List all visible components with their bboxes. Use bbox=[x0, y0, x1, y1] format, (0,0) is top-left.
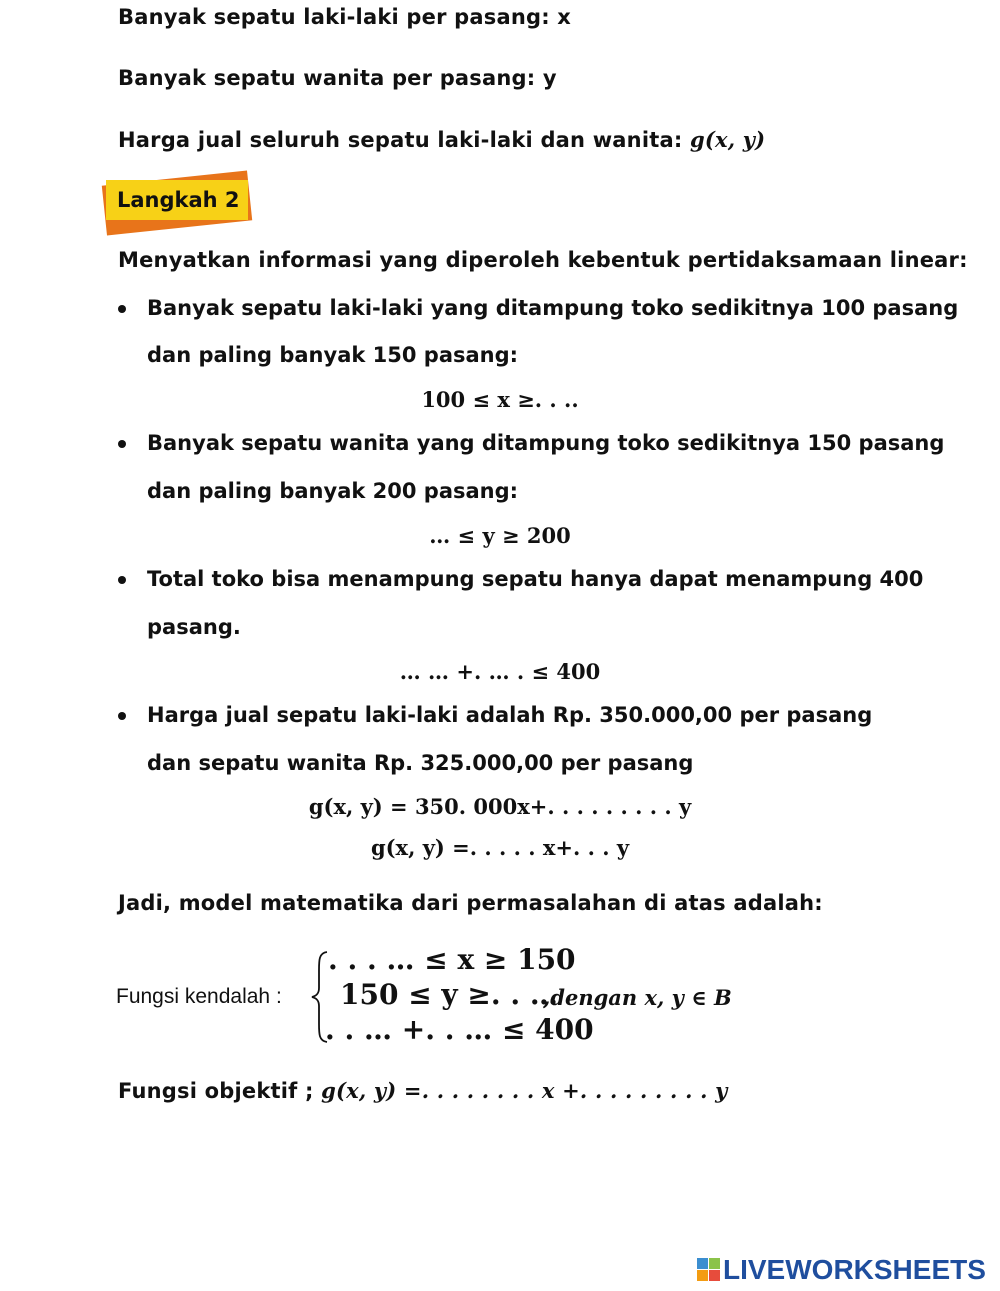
intro-line-g-math: g(x, y) bbox=[689, 127, 766, 152]
bullet-dot-4 bbox=[118, 712, 126, 720]
conclusion-text: Jadi, model matematika dari permasalahan di atas adalah: bbox=[118, 891, 823, 915]
intro-line-x: Banyak sepatu laki-laki per pasang: x bbox=[118, 5, 572, 29]
intro-line-g-text: Harga jual seluruh sepatu laki-laki dan wanita: bbox=[118, 128, 683, 152]
constraint-row-3: . . … +. . … ≤ 400 bbox=[325, 1013, 594, 1046]
bullet-3-line2: pasang. bbox=[147, 615, 241, 639]
constraint-suffix: ,dengan x, y ∈ B bbox=[543, 985, 732, 1010]
step-badge bbox=[100, 162, 260, 242]
bullet-1-line2: dan paling banyak 150 pasang: bbox=[147, 343, 519, 367]
intro-line-g bbox=[118, 127, 765, 152]
step-badge-label: Langkah 2 bbox=[106, 180, 248, 220]
bullet-2-line2: dan paling banyak 200 pasang: bbox=[147, 479, 519, 503]
bullet-4-line2: dan sepatu wanita Rp. 325.000,00 per pasang bbox=[147, 751, 694, 775]
bullet-2-formula: … ≤ y ≥ 200 bbox=[429, 523, 571, 548]
logo-square-2 bbox=[709, 1258, 720, 1269]
logo-text: LIVEWORKSHEETS bbox=[723, 1254, 986, 1285]
logo-square-1 bbox=[697, 1258, 708, 1269]
objective-label: Fungsi objektif ; bbox=[118, 1079, 314, 1103]
bullet-1-line1: Banyak sepatu laki-laki yang ditampung toko sedikitnya 100 pasang bbox=[147, 296, 959, 320]
bullet-3-formula: … … +. … . ≤ 400 bbox=[399, 659, 601, 684]
bullet-1-formula: 100 ≤ x ≥. . .. bbox=[421, 387, 579, 412]
bullet-2-line1: Banyak sepatu wanita yang ditampung toko sedikitnya 150 pasang bbox=[147, 431, 945, 455]
bullet-dot-1 bbox=[118, 305, 126, 313]
intro-line-y: Banyak sepatu wanita per pasang: y bbox=[118, 66, 557, 90]
objective-line bbox=[118, 1078, 728, 1103]
logo-square-3 bbox=[697, 1270, 708, 1281]
logo-square-4 bbox=[709, 1270, 720, 1281]
constraint-row-2: 150 ≤ y ≥. . … bbox=[340, 978, 558, 1011]
bullet-dot-2 bbox=[118, 440, 126, 448]
bullet-4-formula-1: g(x, y) = 350. 000x+. . . . . . . . . y bbox=[308, 794, 692, 819]
bullet-dot-3 bbox=[118, 576, 126, 584]
bullet-3-line1: Total toko bisa menampung sepatu hanya dapat menampung 400 bbox=[147, 567, 924, 591]
bullet-4-formula-2: g(x, y) =. . . . . x+. . . y bbox=[370, 835, 630, 860]
constraint-label: Fungsi kendalah : bbox=[116, 985, 282, 1008]
instruction-text: Menyatkan informasi yang diperoleh kebentuk pertidaksamaan linear: bbox=[118, 248, 968, 272]
constraint-row-1: . . . … ≤ x ≥ 150 bbox=[328, 943, 576, 976]
objective-formula: g(x, y) =. . . . . . . . x +. . . . . . . . . y bbox=[321, 1078, 728, 1103]
bullet-4-line1: Harga jual sepatu laki-laki adalah Rp. 350.000,00 per pasang bbox=[147, 703, 873, 727]
